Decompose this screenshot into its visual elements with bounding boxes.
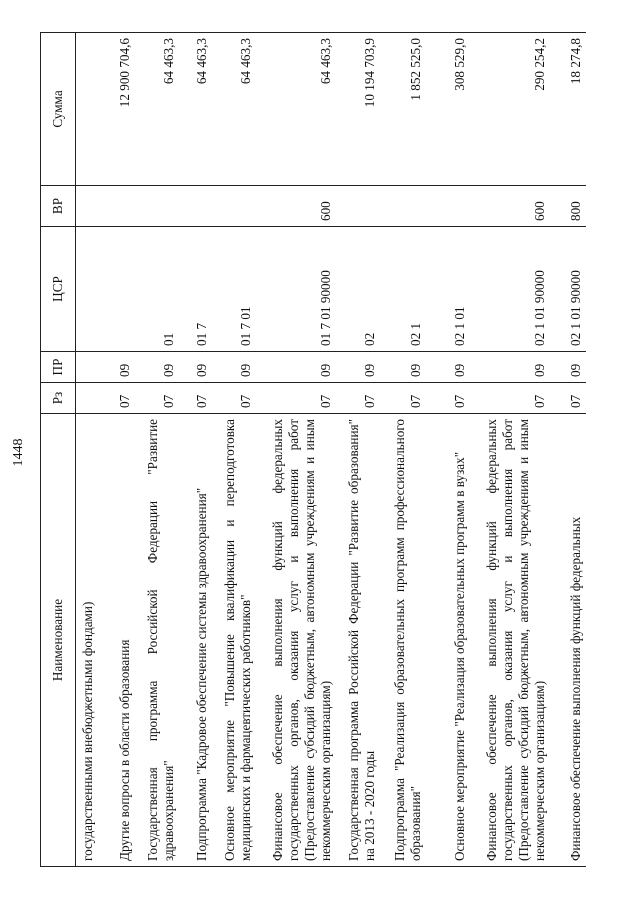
row-rz — [76, 383, 99, 414]
table-row — [256, 33, 336, 867]
row-name: Государственная программа Российской Федерации "Развитие образования" на 2013 - 2020 годы — [336, 414, 380, 867]
row-vr — [76, 186, 99, 227]
row-vr — [380, 186, 426, 227]
row-name: Финансовое обеспечение выполнения функций федеральных государственных органов, оказания услуг и выполнения работ (Предоставление субсидий бюджетным, автономным учреждениям и иным некоммерческим организациям) — [470, 414, 550, 867]
budget-table — [40, 32, 586, 867]
row-csr: 02 — [336, 227, 380, 352]
row-csr — [76, 227, 99, 352]
table-row — [380, 33, 426, 867]
row-pr: 09 — [135, 352, 179, 383]
row-sum: 290 254,2 — [470, 33, 550, 186]
row-name: государственными внебюджетными фондами) — [76, 414, 99, 867]
row-sum: 1 852 525,0 — [380, 33, 426, 186]
row-name: Финансовое обеспечение выполнения функций федеральных — [550, 414, 586, 867]
table-row — [135, 33, 179, 867]
row-vr — [336, 186, 380, 227]
row-sum: 64 463,3 — [256, 33, 336, 186]
row-csr: 01 7 — [179, 227, 212, 352]
header-sum: Сумма — [41, 33, 76, 186]
header-pr: ПР — [41, 352, 76, 383]
row-pr: 09 — [179, 352, 212, 383]
row-name: Финансовое обеспечение выполнения функций федеральных государственных органов, оказания услуг и выполнения работ (Предоставление субсидий бюджетным, автономным учреждениям и иным некоммерческим организациям) — [256, 414, 336, 867]
row-rz: 07 — [550, 383, 586, 414]
header-rz: Рз — [41, 383, 76, 414]
row-sum: 64 463,3 — [212, 33, 256, 186]
row-csr: 02 1 01 90000 — [550, 227, 586, 352]
row-name: Основное мероприятие "Повышение квалификации и переподготовка медицинских и фармацевтических работников" — [212, 414, 256, 867]
row-name: Основное мероприятие "Реализация образовательных программ в вузах" — [426, 414, 470, 867]
table-header-row — [41, 33, 76, 867]
row-rz: 07 — [135, 383, 179, 414]
row-pr: 09 — [98, 352, 135, 383]
row-sum: 12 900 704,6 — [98, 33, 135, 186]
row-pr: 09 — [470, 352, 550, 383]
row-vr — [135, 186, 179, 227]
row-csr: 01 7 01 — [212, 227, 256, 352]
row-pr: 09 — [336, 352, 380, 383]
table-row — [550, 33, 586, 867]
row-vr: 800 — [550, 186, 586, 227]
row-rz: 07 — [98, 383, 135, 414]
table-row — [212, 33, 256, 867]
table-row — [179, 33, 212, 867]
row-sum: 64 463,3 — [179, 33, 212, 186]
row-name: Подпрограмма "Кадровое обеспечение системы здравоохранения" — [179, 414, 212, 867]
table-row — [98, 33, 135, 867]
row-csr: 02 1 01 — [426, 227, 470, 352]
row-vr — [212, 186, 256, 227]
row-csr: 01 — [135, 227, 179, 352]
row-csr: 02 1 01 90000 — [470, 227, 550, 352]
page-number: 1448 — [11, 438, 26, 467]
row-pr: 09 — [550, 352, 586, 383]
row-rz: 07 — [380, 383, 426, 414]
row-vr — [179, 186, 212, 227]
row-pr: 09 — [426, 352, 470, 383]
row-vr: 600 — [470, 186, 550, 227]
row-rz: 07 — [470, 383, 550, 414]
row-sum: 64 463,3 — [135, 33, 179, 186]
row-pr: 09 — [256, 352, 336, 383]
header-name: Наименование — [41, 414, 76, 867]
row-csr: 02 1 — [380, 227, 426, 352]
row-rz: 07 — [212, 383, 256, 414]
row-pr — [76, 352, 99, 383]
table-row — [76, 33, 99, 867]
row-rz: 07 — [336, 383, 380, 414]
row-name: Другие вопросы в области образования — [98, 414, 135, 867]
row-pr: 09 — [380, 352, 426, 383]
row-rz: 07 — [256, 383, 336, 414]
table-row — [470, 33, 550, 867]
row-rz: 07 — [179, 383, 212, 414]
row-pr: 09 — [212, 352, 256, 383]
table-row — [426, 33, 470, 867]
table-row — [336, 33, 380, 867]
row-vr: 600 — [256, 186, 336, 227]
row-name: Государственная программа Российской Федерации "Развитие здравоохранения" — [135, 414, 179, 867]
row-sum: 10 194 703,9 — [336, 33, 380, 186]
header-vr: ВР — [41, 186, 76, 227]
row-sum: 18 274,8 — [550, 33, 586, 186]
row-sum: 308 529,0 — [426, 33, 470, 186]
row-vr — [426, 186, 470, 227]
row-name: Подпрограмма "Реализация образовательных программ профессионального образования" — [380, 414, 426, 867]
row-rz: 07 — [426, 383, 470, 414]
row-vr — [98, 186, 135, 227]
row-csr — [98, 227, 135, 352]
header-csr: ЦСР — [41, 227, 76, 352]
row-sum — [76, 33, 99, 186]
row-csr: 01 7 01 90000 — [256, 227, 336, 352]
